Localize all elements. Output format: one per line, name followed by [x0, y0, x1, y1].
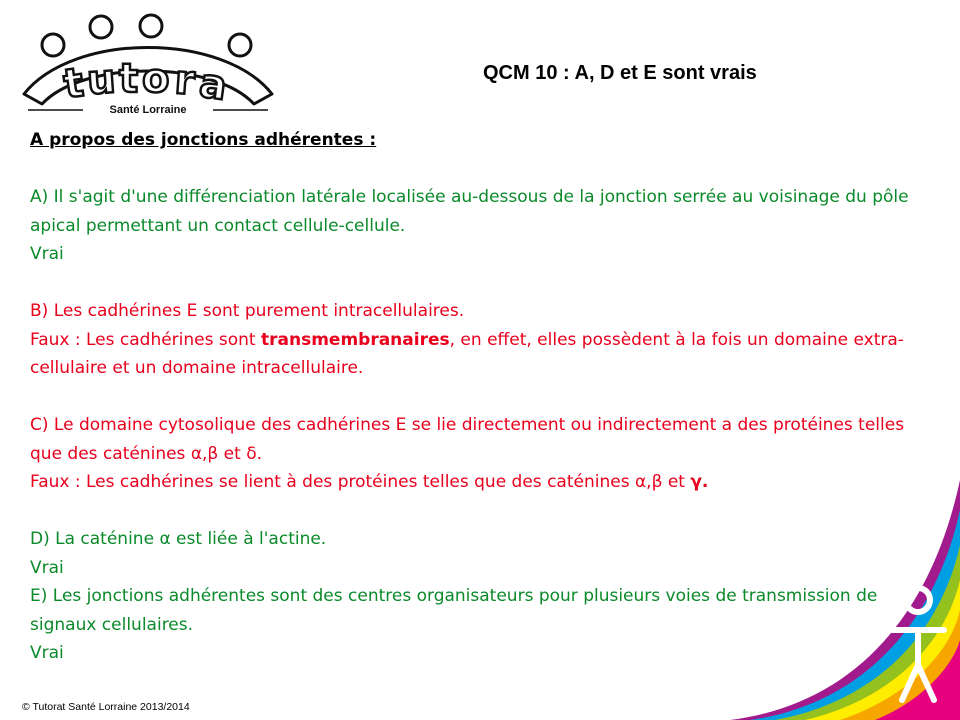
item-c-statement: C) Le domaine cytosolique des cadhérines E se lie directement ou indirectement a des protéines telles que des caténines α,β et δ. [30, 415, 905, 464]
logo-caption: Santé Lorraine [109, 104, 187, 116]
svg-text:t: t [60, 59, 87, 108]
item-a-verdict: Vrai [30, 244, 64, 264]
item-b-verdict [30, 326, 910, 383]
item-b-verdict-suffix: , en effet, elles possèdent à la fois un domaine extra-cellulaire et un domaine intracellulaire. [30, 329, 904, 378]
item-e-verdict: Vrai [30, 643, 64, 663]
item-a-statement: A) Il s'agit d'une différenciation latérale localisée au-dessous de la jonction serrée au voisinage du pôle apical permettant un contact cellule-cellule. [30, 187, 909, 236]
rainbow-decoration [730, 470, 960, 720]
item-c-verdict-prefix: Faux : Les cadhérines se lient à des protéines telles que des caténines α,β et [30, 472, 691, 492]
item-d-verdict: Vrai [30, 557, 64, 578]
section-heading: A propos des jonctions adhérentes : [30, 130, 377, 150]
item-b [30, 297, 910, 383]
item-c-verdict-bold: γ. [690, 472, 709, 492]
svg-text:o: o [142, 56, 170, 102]
item-a [30, 183, 910, 269]
svg-text:a: a [196, 60, 230, 110]
item-b-verdict-prefix: Faux : Les cadhérines sont [30, 329, 261, 350]
page-title: QCM 10 : A, D et E sont vrais [483, 62, 757, 84]
item-b-verdict-bold: transmembranaires [261, 329, 450, 350]
item-b-statement: B) Les cadhérines E sont purement intracellulaires. [30, 301, 465, 321]
svg-text:r: r [173, 57, 197, 105]
svg-text:u: u [85, 56, 118, 104]
item-e-statement: E) Les jonctions adhérentes sont des centres organisateurs pour plusieurs voies de transmission de signaux cellulaires. [30, 586, 878, 635]
item-d-statement: D) La caténine α est liée à l'actine. [30, 529, 327, 549]
copyright-notice: © Tutorat Santé Lorraine 2013/2014 [22, 701, 190, 713]
svg-text:t: t [119, 56, 139, 102]
